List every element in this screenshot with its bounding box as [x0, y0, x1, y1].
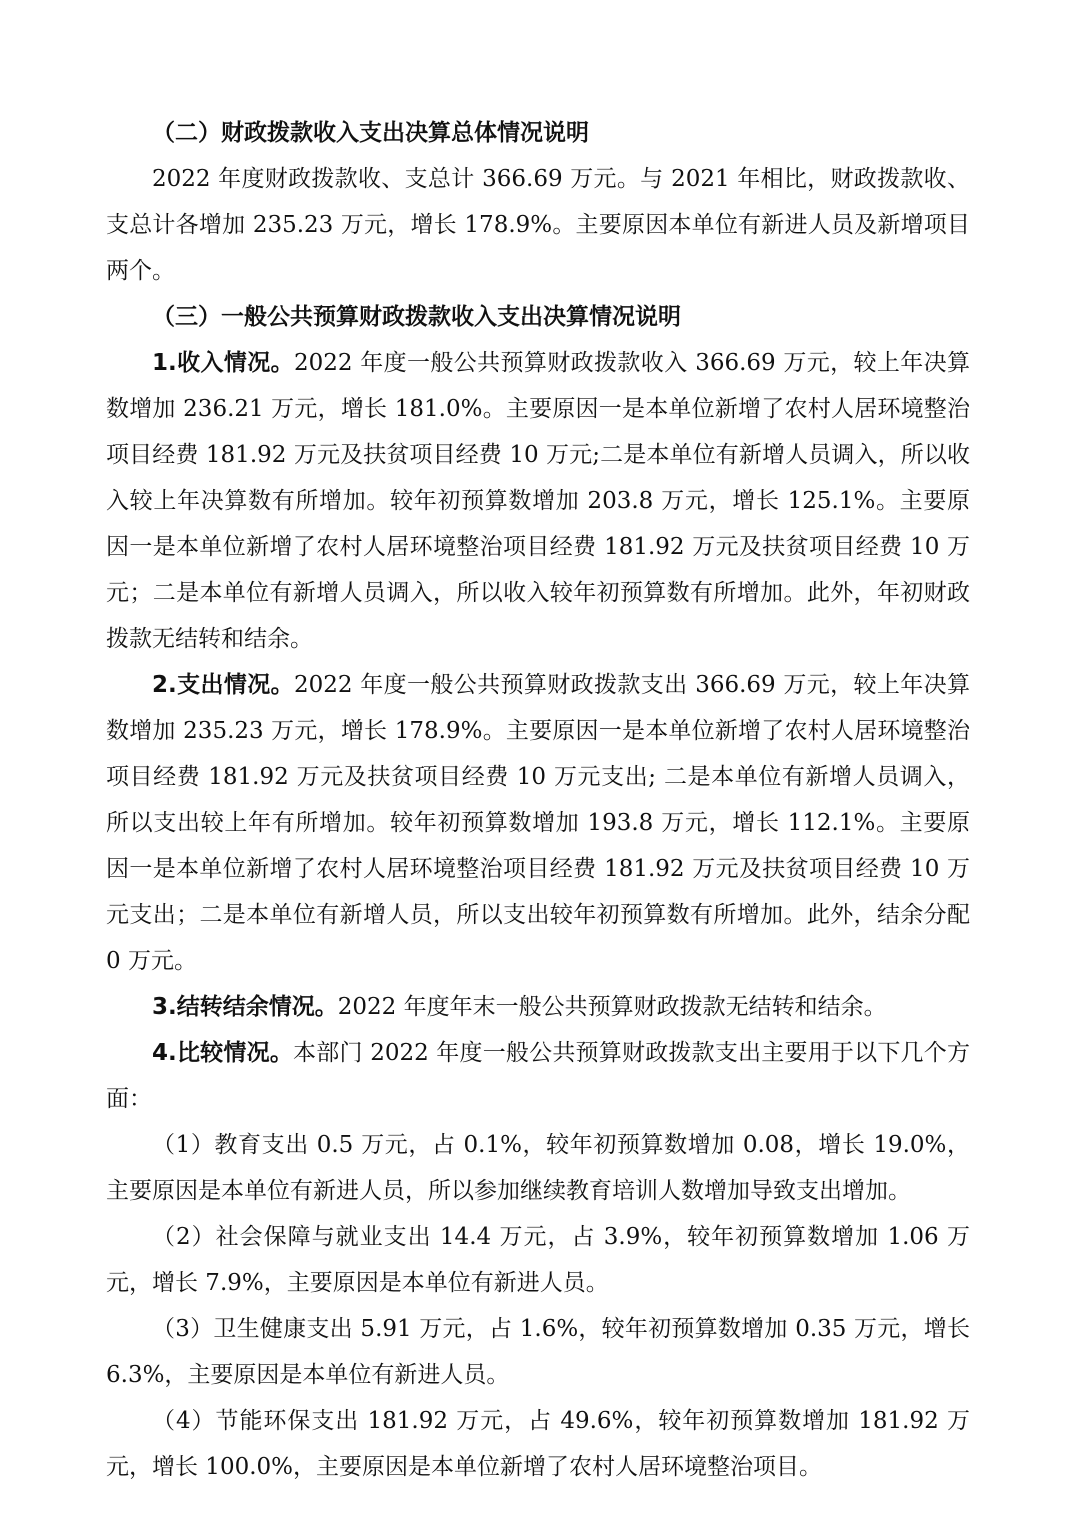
carryover-text: 2022 年度年末一般公共预算财政拨款无结转和结余。 [337, 994, 887, 1020]
subitem-health: （3）卫生健康支出 5.91 万元，占 1.6%，较年初预算数增加 0.35 万元，增长 6.3%，主要原因是本单位有新进人员。 [106, 1316, 970, 1388]
carryover-lead: 3.结转结余情况。 [152, 994, 338, 1020]
income-text: 2022 年度一般公共预算财政拨款收入 366.69 万元，较上年决算数增加 236.21 万元，增长 181.0%。主要原因一是本单位新增了农村人居环境整治项目经费 181.92 万元及扶贫项目经费 10 万元;二是本单位有新增人员调入，所以收入较上年决算数有所增加。较年初预算数增加 203.8 万元，增长 125.1%。主要原因一是本单位新增了农村人居环境整治项目经费 181.92 万元及扶贫项目经费 10 万元；二是本单位有新增人员调入，所以收入较年初预算数有所增加。此外，年初财政拨款无结转和结余。 [106, 350, 970, 652]
expense-lead: 2.支出情况。 [152, 672, 295, 698]
section-2-body: 2022 年度财政拨款收、支总计 366.69 万元。与 2021 年相比，财政拨款收、支总计各增加 235.23 万元，增长 178.9%。主要原因本单位有新进人员及新增项目两个。 [106, 166, 970, 284]
section-heading-3: （三）一般公共预算财政拨款收入支出决算情况说明 [152, 304, 681, 330]
subitem-education: （1）教育支出 0.5 万元，占 0.1%，较年初预算数增加 0.08，增长 19.0%，主要原因是本单位有新进人员，所以参加继续教育培训人数增加导致支出增加。 [106, 1132, 970, 1204]
income-paragraph [106, 340, 970, 662]
income-lead: 1.收入情况。 [152, 350, 295, 376]
section-heading-2: （二）财政拨款收入支出决算总体情况说明 [152, 120, 589, 146]
subitem-social-security: （2）社会保障与就业支出 14.4 万元，占 3.9%，较年初预算数增加 1.06 万元，增长 7.9%，主要原因是本单位有新进人员。 [106, 1224, 970, 1296]
comparison-text: 本部门 2022 年度一般公共预算财政拨款支出主要用于以下几个方面： [106, 1040, 970, 1112]
subitem-environment: （4）节能环保支出 181.92 万元，占 49.6%，较年初预算数增加 181.92 万元，增长 100.0%，主要原因是本单位新增了农村人居环境整治项目。 [106, 1408, 970, 1480]
comparison-lead: 4.比较情况。 [152, 1040, 294, 1066]
expense-paragraph [106, 662, 970, 984]
comparison-paragraph [106, 1030, 970, 1122]
expense-text: 2022 年度一般公共预算财政拨款支出 366.69 万元，较上年决算数增加 235.23 万元，增长 178.9%。主要原因一是本单位新增了农村人居环境整治项目经费 181.92 万元及扶贫项目经费 10 万元支出; 二是本单位有新增人员调入，所以支出较上年有所增加。较年初预算数增加 193.8 万元，增长 112.1%。主要原因一是本单位新增了农村人居环境整治项目经费 181.92 万元及扶贫项目经费 10 万元支出；二是本单位有新增人员，所以支出较年初预算数有所增加。此外，结余分配 0 万元。 [106, 672, 970, 974]
carryover-paragraph [106, 984, 970, 1030]
